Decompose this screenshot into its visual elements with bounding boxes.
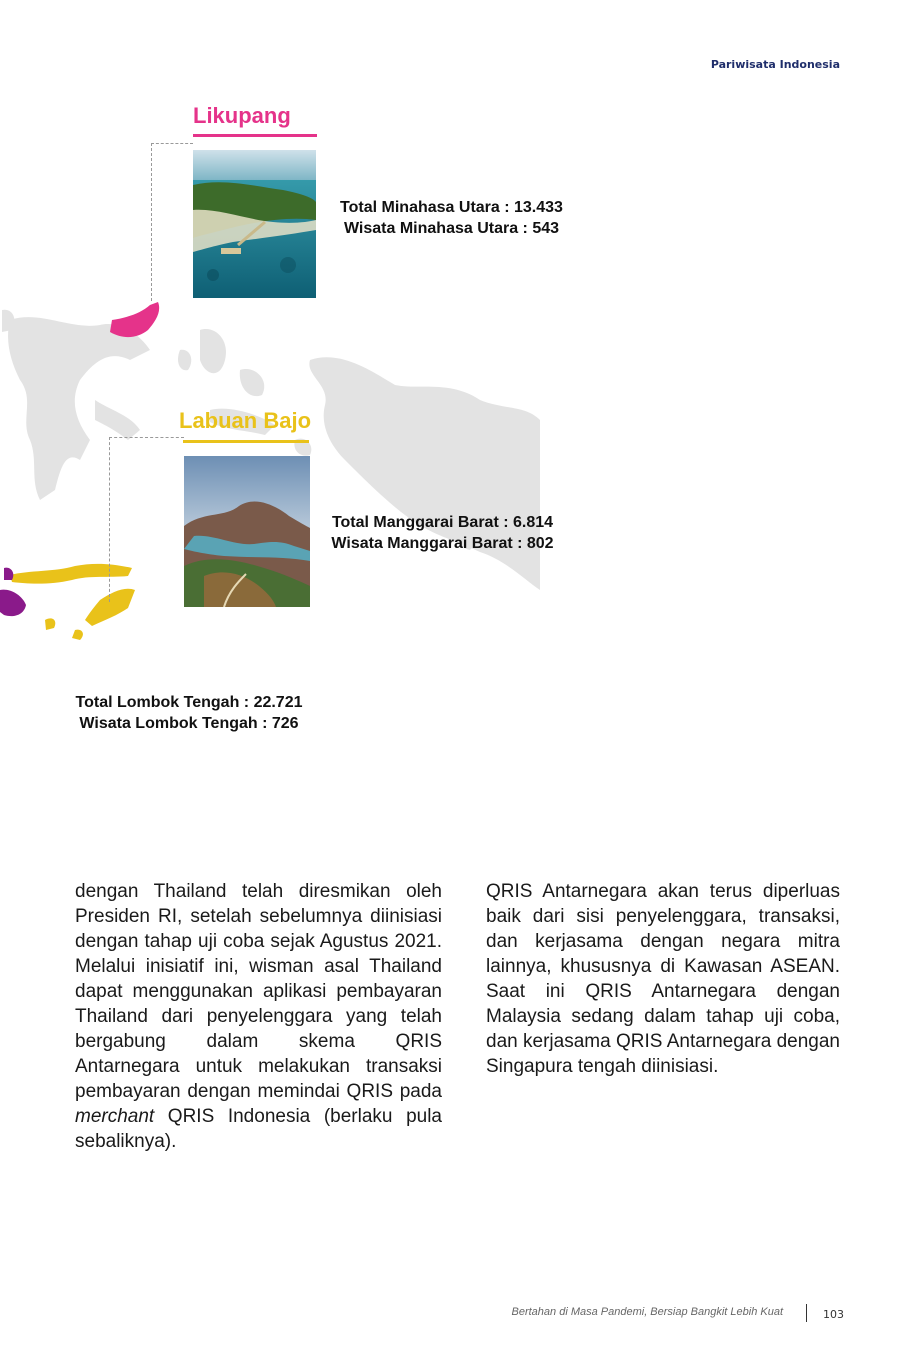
running-header: Pariwisata Indonesia xyxy=(710,58,840,71)
likupang-total: Total Minahasa Utara : 13.433 xyxy=(340,199,563,216)
likupang-region xyxy=(110,302,159,337)
labuan-bajo-photo xyxy=(184,456,310,607)
lombok-total: Total Lombok Tengah : 22.721 xyxy=(75,694,303,711)
body-left-text: dengan Thailand telah diresmikan oleh Presiden RI, setelah sebelumnya diinisiasi dengan tahap uji coba sejak Agustus 2021. Melalui inisiatif ini, wisman asal Thailand dapat menggunakan aplikasi pembayaran Thailand dari penyelenggara yang telah bergabung dalam skema QRIS Antarnegara untuk melakukan transaksi pembayaran dengan memindai QRIS pada xyxy=(75,881,442,1102)
likupang-underline xyxy=(193,134,317,137)
footer-divider xyxy=(806,1304,807,1322)
lombok-wisata: Wisata Lombok Tengah : 726 xyxy=(79,715,299,732)
labuan-bajo-title: Labuan Bajo xyxy=(179,408,312,433)
labuan-bajo-region xyxy=(10,564,135,640)
merchant-term: merchant xyxy=(75,1106,155,1127)
leader-line-v xyxy=(151,143,152,301)
leader-line-h xyxy=(151,143,193,144)
leader-line-h xyxy=(109,437,184,438)
body-left-text-end: QRIS Indonesia (berlaku pula sebaliknya). xyxy=(75,1106,442,1152)
body-column-right: QRIS Antarnegara akan terus diperluas baik dari sisi penyelenggara, transaksi, dan kerjasama dengan negara mitra lainnya, khususnya di Kawasan ASEAN. Saat ini QRIS Antarnegara dengan Malaysia sedang dalam tahap uji coba, dan kerjasama QRIS Antarnegara dengan Singapura tengah diinisiasi. xyxy=(486,881,840,1077)
likupang-title: Likupang xyxy=(193,103,291,128)
likupang-photo xyxy=(193,150,316,298)
page-number: 103 xyxy=(823,1308,844,1321)
labuan-bajo-wisata: Wisata Manggarai Barat : 802 xyxy=(331,535,554,552)
likupang-wisata: Wisata Minahasa Utara : 543 xyxy=(343,220,560,237)
labuan-bajo-total: Total Manggarai Barat : 6.814 xyxy=(331,514,554,531)
labuan-bajo-underline xyxy=(183,440,309,443)
footer-tagline: Bertahan di Masa Pandemi, Bersiap Bangkit Lebih Kuat xyxy=(511,1306,783,1318)
body-column-left xyxy=(75,879,442,1154)
leader-line-v xyxy=(109,437,110,602)
